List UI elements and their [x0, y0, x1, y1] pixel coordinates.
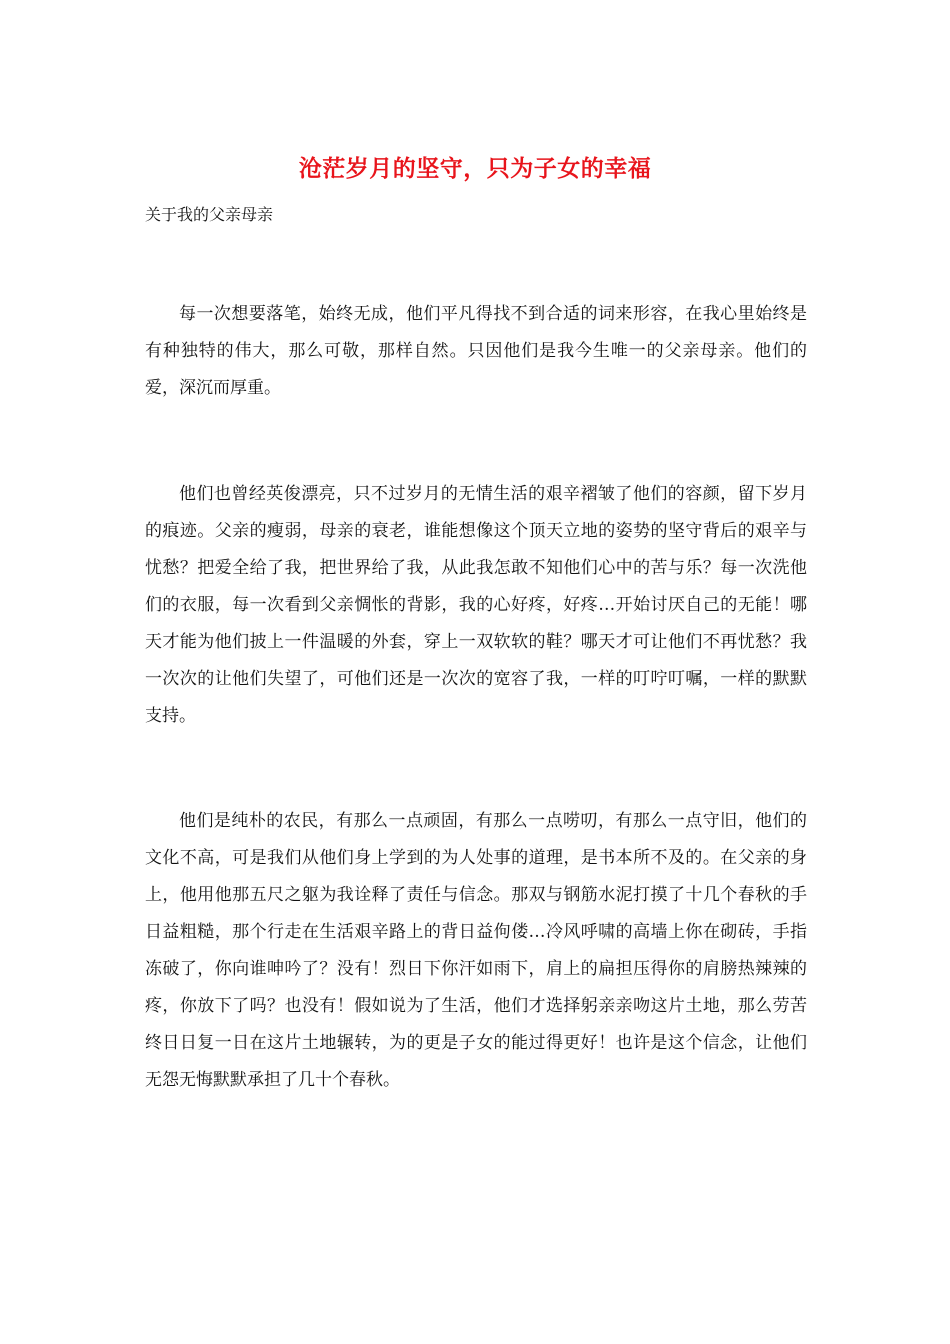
document-subtitle: 关于我的父亲母亲	[145, 205, 274, 224]
document-title: 沧茫岁月的坚守，只为子女的幸福	[298, 155, 652, 182]
paragraph: 他们也曾经英俊漂亮，只不过岁月的无情生活的艰辛褶皱了他们的容颜，留下岁月的痕迹。父亲的瘦弱，母亲的衰老，谁能想像这个顶天立地的姿势的坚守背后的艰辛与忧愁？把爱全给了我，把世界给了我，从此我怎敢不知他们心中的苦与乐？每一次洗他们的衣服，每一次看到父亲惆怅的背影，我的心好疼，好疼…开始讨厌自己的无能！哪天才能为他们披上一件温暖的外套，穿上一双软软的鞋？哪天才可让他们不再忧愁？我一次次的让他们失望了，可他们还是一次次的宽容了我，一样的叮咛叮嘱，一样的默默支持。	[145, 484, 807, 726]
paragraph: 每一次想要落笔，始终无成，他们平凡得找不到合适的词来形容，在我心里始终是有种独特的伟大，那么可敬，那样自然。只因他们是我今生唯一的父亲母亲。他们的爱，深沉而厚重。	[145, 304, 807, 398]
paragraph: 他们是纯朴的农民，有那么一点顽固，有那么一点唠叨，有那么一点守旧，他们的文化不高，可是我们从他们身上学到的为人处事的道理，是书本所不及的。在父亲的身上，他用他那五尺之躯为我诠释了责任与信念。那双与钢筋水泥打摸了十几个春秋的手日益粗糙，那个行走在生活艰辛路上的背日益佝偻…冷风呼啸的高墙上你在砌砖，手指冻破了，你向谁呻吟了？没有！烈日下你汗如雨下，肩上的扁担压得你的肩膀热辣辣的疼，你放下了吗？也没有！假如说为了生活，他们才选择躬亲亲吻这片土地，那么劳苦终日日复一日在这片土地辗转，为的更是子女的能过得更好！也许是这个信念，让他们无怨无悔默默承担了几十个春秋。	[145, 811, 807, 1090]
